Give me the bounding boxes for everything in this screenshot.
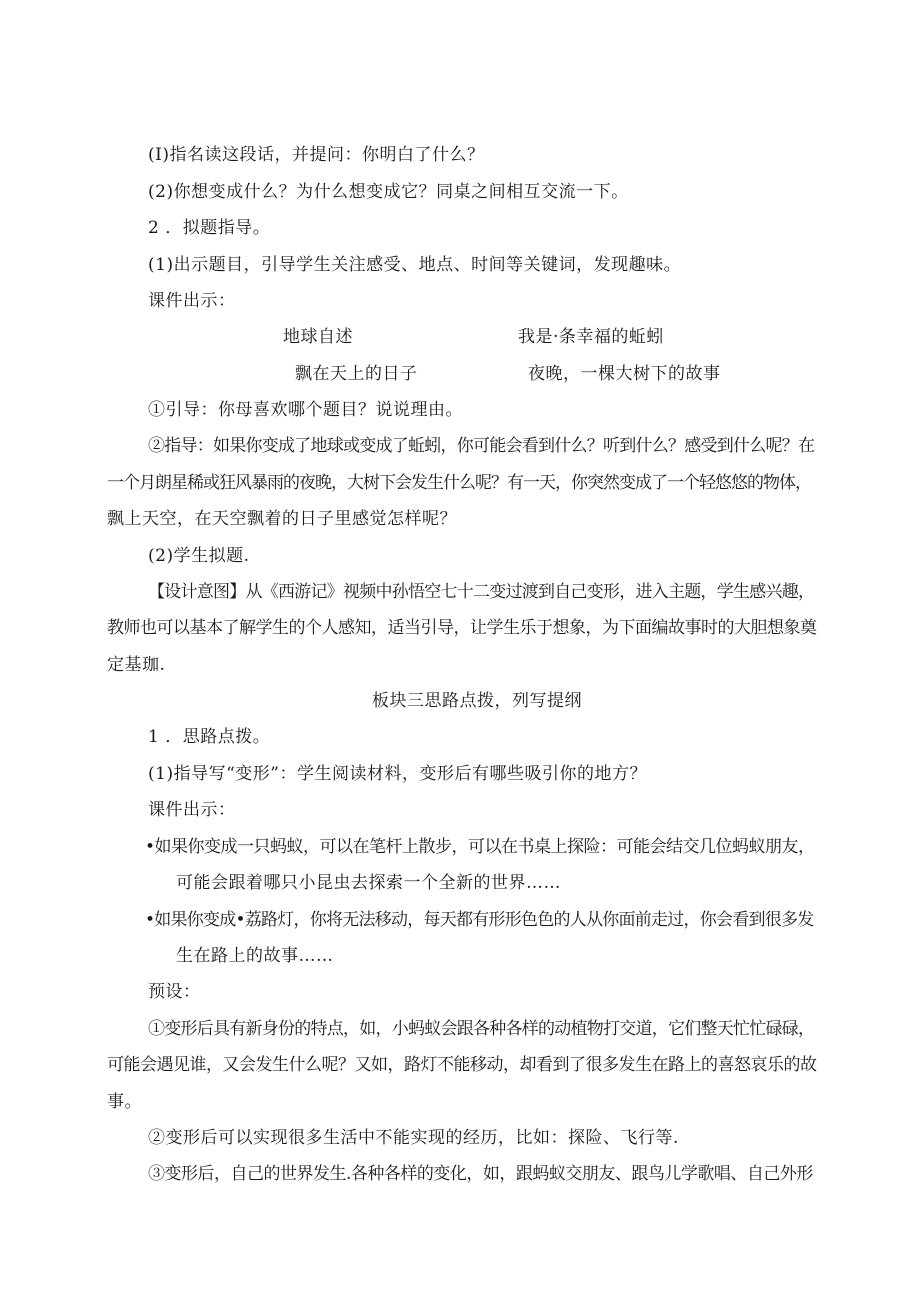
- line-03: 2 ．拟题指导。: [148, 218, 271, 238]
- line-22: •如果你变成•荔路灯，你将无法移动，每天都有形形色色的人从你面前走过，你会看到很多发: [145, 910, 814, 930]
- title-option-4: 夜晚，一棵大树下的故事: [528, 364, 721, 384]
- line-17: 1 ．思路点拨。: [148, 727, 271, 747]
- line-26: 可能会遇见谁，又会发生什么呢？又如，路灯不能移动，却看到了很多发生在路上的喜怒哀乐的故: [107, 1055, 817, 1075]
- title-option-1: 地球自述: [283, 327, 353, 347]
- line-19: 课件出示：: [148, 800, 236, 820]
- title-option-3: 飘在天上的日子: [295, 364, 418, 384]
- line-20: •如果你变成一只蚂蚁，可以在笔杆上散步，可以在书桌上探险：可能会结交几位蚂蚁朋友，: [145, 837, 815, 857]
- section-heading: 板块三思路点拨，列写提纲: [372, 691, 582, 711]
- line-02: (2)你想变成什么？为什么想变成它？同桌之间相互交流一下。: [148, 182, 629, 202]
- line-25: ①变形后具有新身份的特点，如，小蚂蚁会跟各种各样的动植物打交道，它们整天忙忙碌碌，: [148, 1019, 815, 1039]
- line-15: 定基珈.: [107, 655, 166, 675]
- line-24: 预设：: [148, 982, 201, 1002]
- line-21: 可能会跟着哪只小昆虫去探索一个全新的世界……: [176, 873, 561, 893]
- line-27: 事。: [107, 1092, 142, 1112]
- line-05: 课件出示：: [148, 291, 236, 311]
- line-10: 一个月朗星稀或狂风暴雨的夜晚，大树下会发生什么呢？有一天，你突然变成了一个轻悠悠的物体，: [107, 473, 811, 493]
- line-01: (I)指名读这段话，并提问：你明白了什么？: [148, 145, 485, 165]
- line-13: 【设计意图】从《西游记》视频中孙悟空七十二变过渡到自己变形，进入主题，学生感兴趣，: [148, 582, 815, 602]
- line-29: ③变形后，自己的世界发生.各种各样的变化，如，跟蚂蚁交朋友、跟鸟儿学歌唱、自己外形: [148, 1164, 813, 1184]
- line-12: (2)学生拟题.: [148, 546, 250, 566]
- line-14: 教师也可以基本了解学生的个人感知，适当引导，让学生乐于想象，为下面编故事时的大胆想象奠: [107, 618, 817, 638]
- line-09: ②指导：如果你变成了地球或变成了蚯蚓，你可能会看到什么？听到什么？感受到什么呢？在: [148, 436, 815, 456]
- line-23: 生在路上的故事……: [176, 946, 334, 966]
- title-option-2: 我是·条幸福的蚯蚓: [518, 327, 664, 347]
- line-11: 飘上天空，在天空飘着的日子里感觉怎样呢？: [107, 509, 457, 529]
- line-18: (1)指导写“变形”：学生阅读材料，变形后有哪些吸引你的地方？: [148, 764, 647, 784]
- line-04: (1)出示题目，引导学生关注感受、地点、时间等关键词，发现趣味。: [148, 255, 682, 275]
- line-28: ②变形后可以实现很多生活中不能实现的经历，比如：探险、飞行等.: [148, 1128, 679, 1148]
- line-08: ①引导：你母喜欢哪个题目？说说理由。: [148, 400, 463, 420]
